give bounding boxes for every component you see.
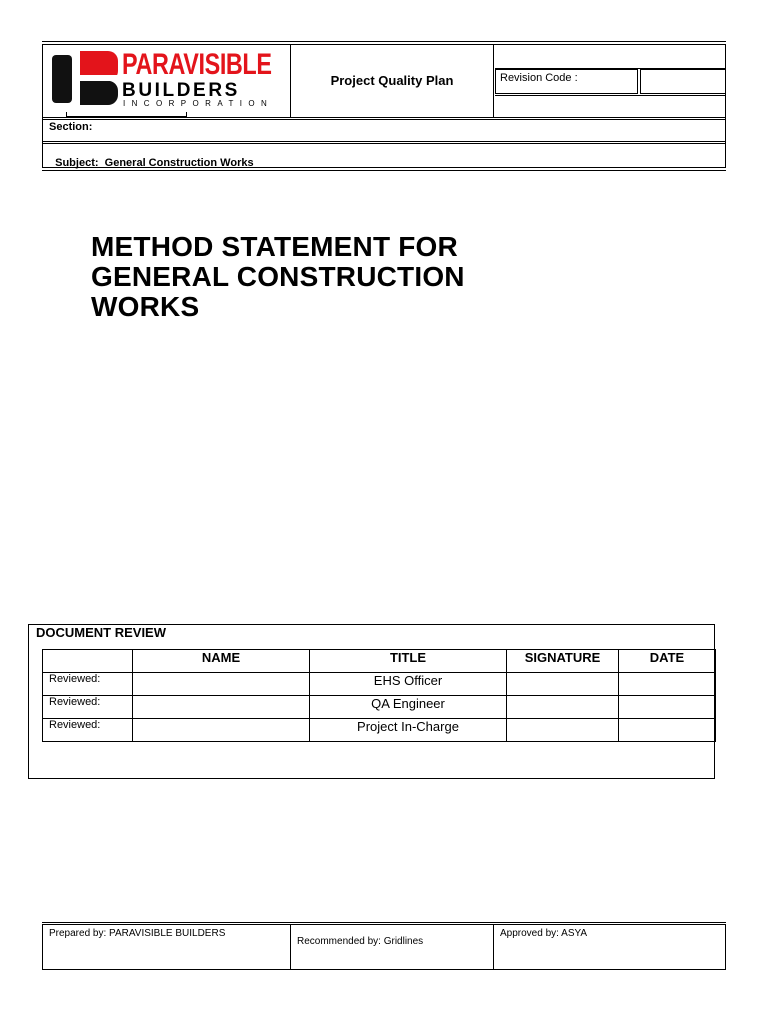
doc-type-label: Project Quality Plan	[330, 73, 454, 88]
header-row-rule-2	[42, 141, 726, 142]
table-row	[43, 696, 716, 719]
prepared-by-cell	[42, 924, 291, 970]
row-title: EHS Officer	[310, 673, 507, 696]
logo-underline-tick-left	[66, 112, 67, 117]
row-role: Reviewed:	[43, 673, 133, 696]
subject-value: General Construction Works	[104, 157, 254, 169]
revision-rule-bottom	[495, 95, 726, 96]
row-signature	[507, 719, 619, 742]
subject-row	[49, 145, 254, 169]
logo-underline-tick-right	[186, 112, 187, 117]
logo-wordmark-builders: BUILDERS	[122, 80, 240, 101]
table-header-row	[43, 650, 716, 673]
row-name	[133, 719, 310, 742]
logo-wordmark-incorporation: INCORPORATION	[123, 99, 274, 108]
column-header-signature: SIGNATURE	[507, 650, 619, 673]
header-row-rule-1b	[42, 119, 726, 120]
page-title: METHOD STATEMENT FOR GENERAL CONSTRUCTION WORKS	[91, 231, 465, 322]
row-signature	[507, 673, 619, 696]
recommended-by-text: Recommended by: Gridlines	[297, 936, 424, 947]
row-date	[619, 719, 716, 742]
column-header-title: TITLE	[310, 650, 507, 673]
table-row	[43, 673, 716, 696]
row-name	[133, 696, 310, 719]
prepared-by-text: Prepared by: PARAVISIBLE BUILDERS	[49, 928, 226, 939]
column-header-date: DATE	[619, 650, 716, 673]
document-review-table	[42, 649, 716, 742]
column-header-name: NAME	[133, 650, 310, 673]
revision-code-label: Revision Code :	[500, 72, 578, 84]
document-review-title: DOCUMENT REVIEW	[36, 625, 166, 640]
approved-by-cell	[493, 924, 726, 970]
section-label: Section:	[49, 121, 93, 133]
revision-value-cell	[640, 69, 726, 94]
row-date	[619, 673, 716, 696]
row-name	[133, 673, 310, 696]
row-title: Project In-Charge	[310, 719, 507, 742]
column-header	[43, 650, 133, 673]
paravisible-logo-icon	[52, 51, 120, 107]
row-role: Reviewed:	[43, 719, 133, 742]
footer-top-rule	[42, 922, 726, 923]
logo-wordmark-paravisible: PARAVISIBLE	[122, 48, 272, 81]
row-signature	[507, 696, 619, 719]
header-bottom-rule	[42, 170, 726, 171]
header-row-rule-1	[42, 117, 726, 118]
recommended-by-cell	[290, 924, 494, 970]
row-role: Reviewed:	[43, 696, 133, 719]
header-top-rule	[42, 41, 726, 42]
approved-by-text: Approved by: ASYA	[500, 928, 588, 939]
header-divider-plan	[493, 44, 494, 118]
header-row-rule-2b	[42, 143, 726, 144]
table-row	[43, 719, 716, 742]
logo-underline	[66, 116, 187, 117]
row-title: QA Engineer	[310, 696, 507, 719]
subject-label: Subject:	[55, 157, 99, 169]
row-date	[619, 696, 716, 719]
